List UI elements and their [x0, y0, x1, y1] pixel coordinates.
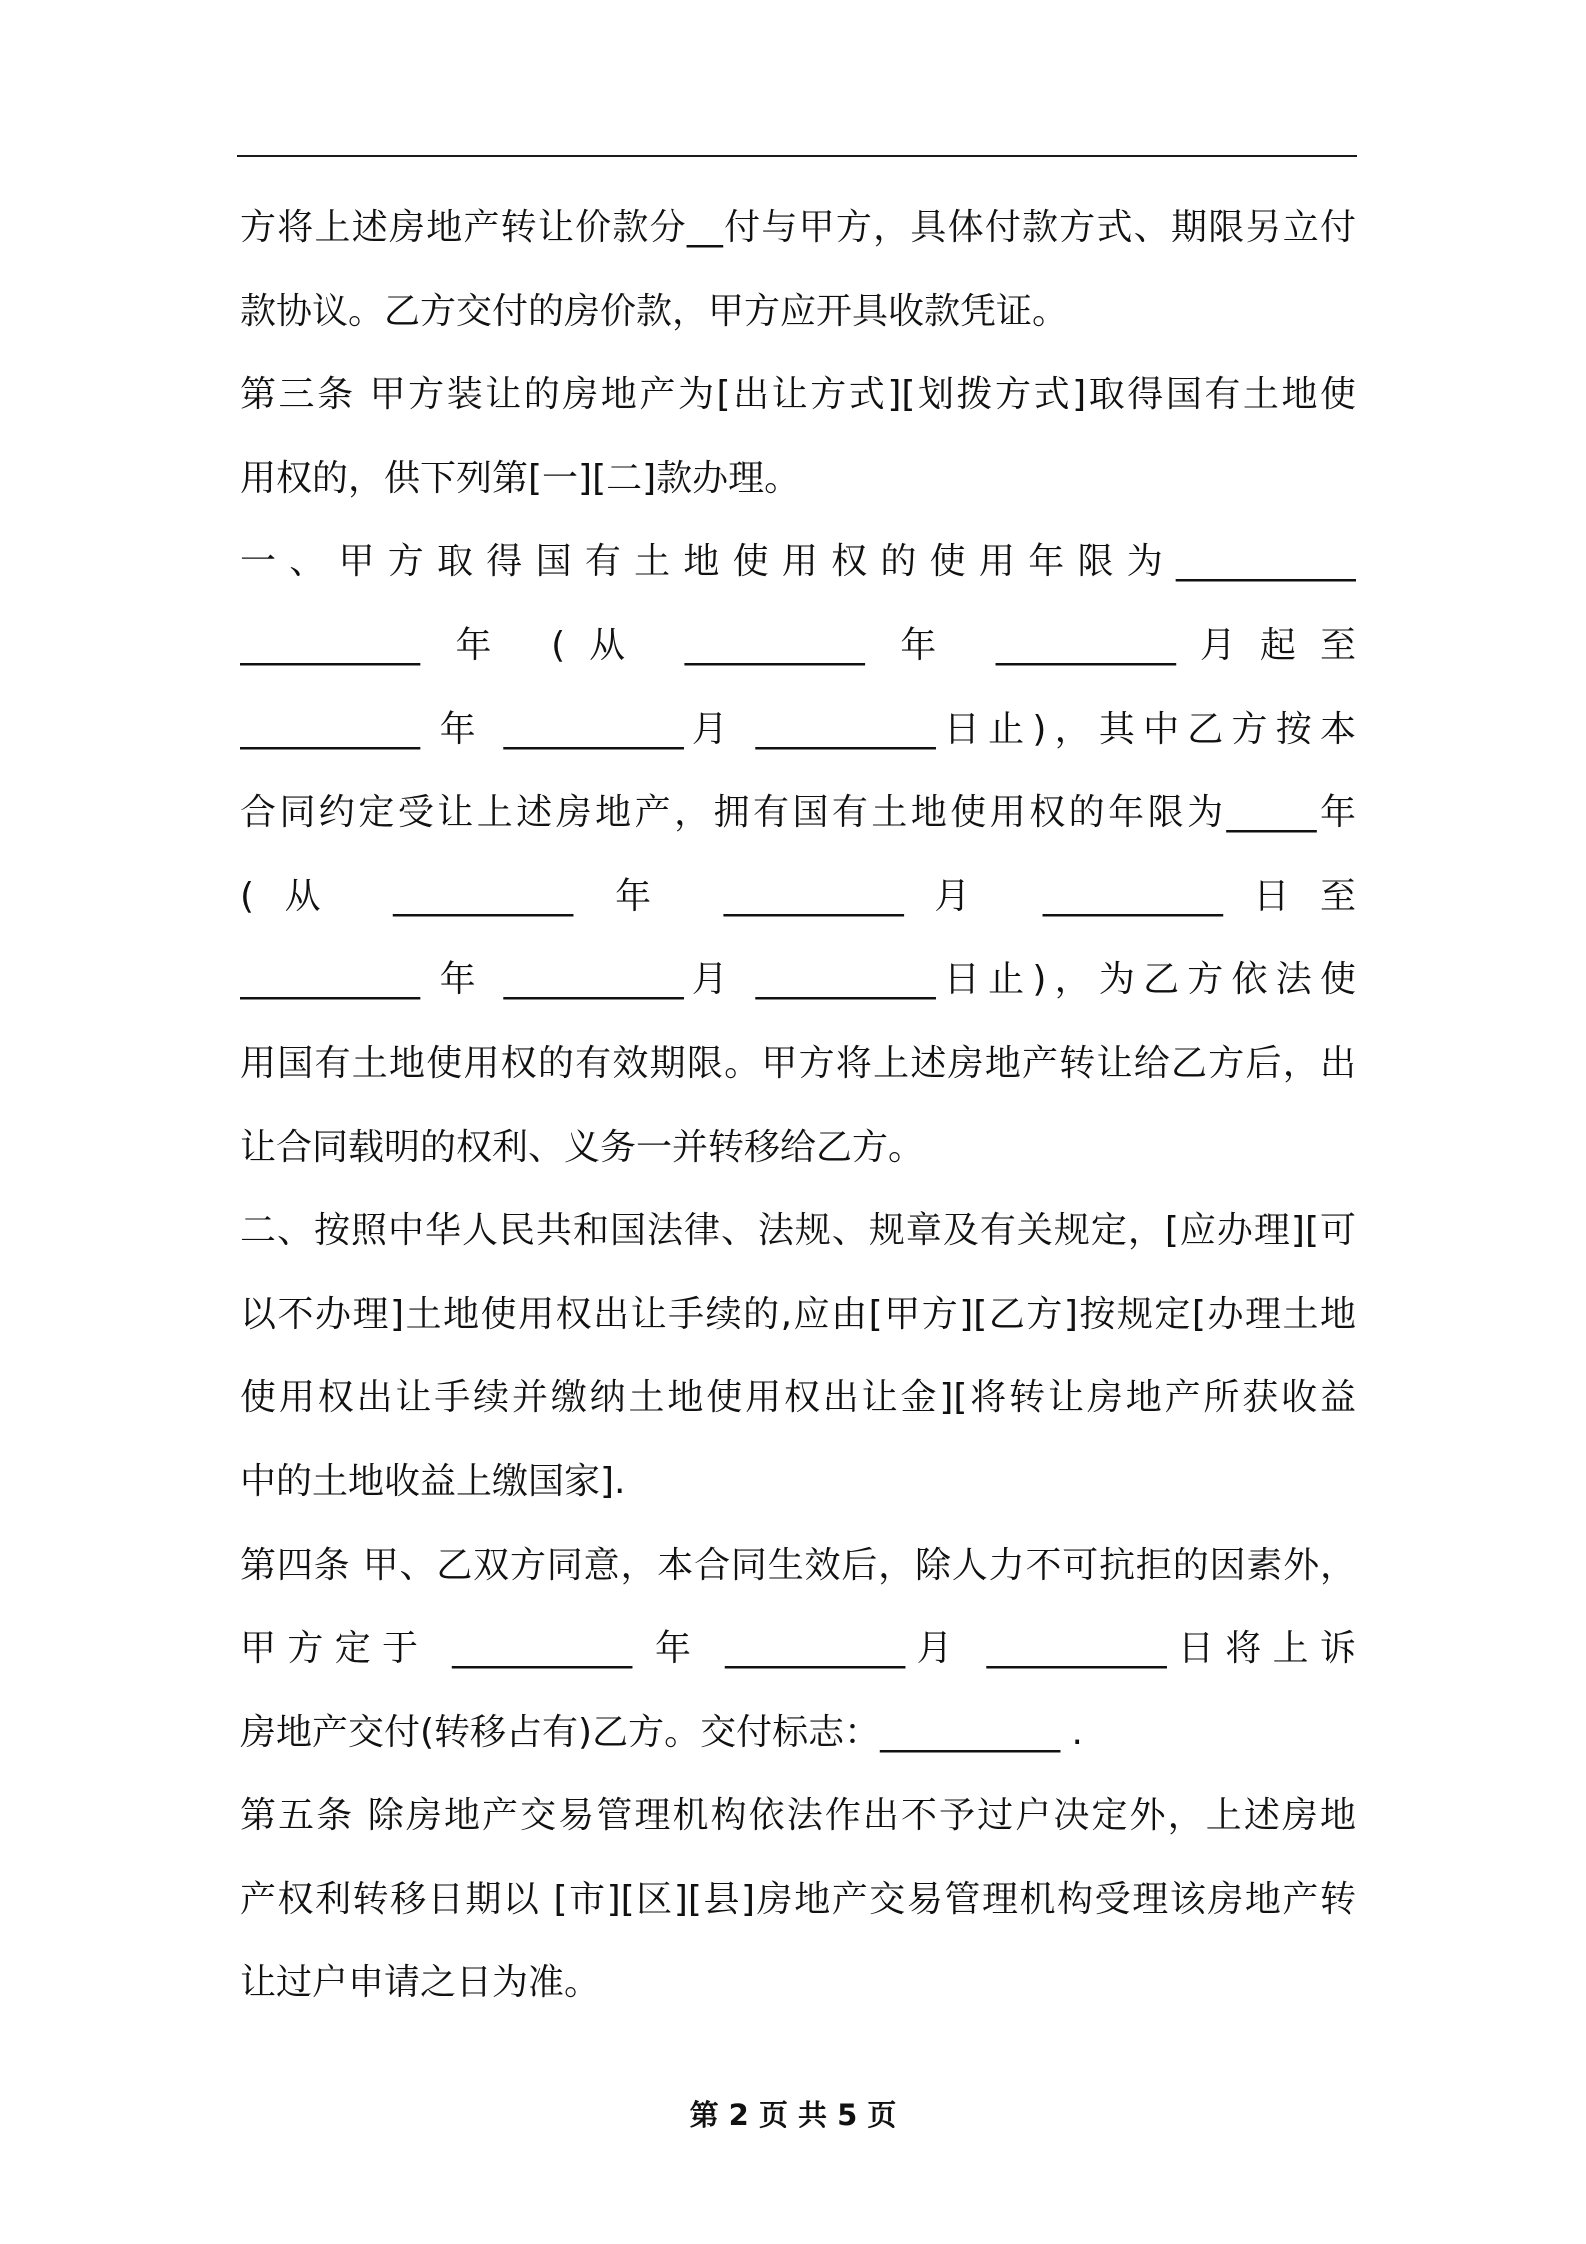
text-line: 中的土地收益上缴国家].: [240, 1460, 626, 1502]
text-line: __________ 年 __________月 __________日止)，其中乙方按本: [240, 708, 1356, 750]
text-line: 甲方定于 __________ 年 __________月 __________日将上诉: [240, 1628, 1356, 1670]
page-number: 第 2 页 共 5 页: [689, 2098, 897, 2132]
text-line: (从 __________ 年 __________月 __________日至: [240, 875, 1356, 917]
text-line: 让过户申请之日为准。: [240, 1962, 601, 2004]
text-line: 二、按照中华人民共和国法律、法规、规章及有关规定，[应办理][可: [240, 1210, 1356, 1252]
text-line: __________ 年 (从 __________ 年 __________月起至: [240, 624, 1356, 666]
paragraph-article-5: [240, 1774, 1356, 2025]
text-line: 款协议。乙方交付的房价款，甲方应开具收款凭证。: [240, 290, 1069, 332]
text-line: 房地产交付(转移占有)乙方。交付标志：__________ .: [240, 1711, 1083, 1753]
text-line: 方将上述房地产转让价款分__付与甲方，具体付款方式、期限另立付: [240, 207, 1356, 248]
document-body: [240, 186, 1356, 2025]
paragraph-article-3: [240, 353, 1356, 520]
text-line: 以不办理]土地使用权出让手续的,应由[甲方][乙方]按规定[办理土地: [240, 1293, 1356, 1335]
text-line: 一、甲方取得国有土地使用权的使用年限为__________: [240, 541, 1356, 583]
header-rule: [237, 155, 1357, 157]
text-line: 第五条 除房地产交易管理机构依法作出不予过户决定外，上述房地: [240, 1795, 1356, 1837]
text-line: 让合同载明的权利、义务一并转移给乙方。: [240, 1126, 925, 1168]
text-line: __________ 年 __________月 __________日止)，为乙方依法使: [240, 959, 1356, 1001]
paragraph-payment: [240, 186, 1356, 353]
text-line: 产权利转移日期以 [市][区][县]房地产交易管理机构受理该房地产转: [240, 1878, 1356, 1920]
text-line: 第四条 甲、乙双方同意，本合同生效后，除人力不可抗拒的因素外，: [240, 1544, 1356, 1586]
paragraph-article-4: [240, 1524, 1356, 1775]
text-line: 使用权出让手续并缴纳土地使用权出让金][将转让房地产所获收益: [240, 1377, 1356, 1419]
paragraph-clause-1: [240, 520, 1356, 1189]
text-line: 合同约定受让上述房地产，拥有国有土地使用权的年限为_____年: [240, 792, 1356, 834]
paragraph-clause-2: [240, 1189, 1356, 1523]
text-line: 第三条 甲方装让的房地产为[出让方式][划拨方式]取得国有土地使: [240, 374, 1356, 416]
text-line: 用权的，供下列第[一][二]款办理。: [240, 457, 801, 499]
text-line: 用国有土地使用权的有效期限。甲方将上述房地产转让给乙方后，出: [240, 1042, 1356, 1084]
